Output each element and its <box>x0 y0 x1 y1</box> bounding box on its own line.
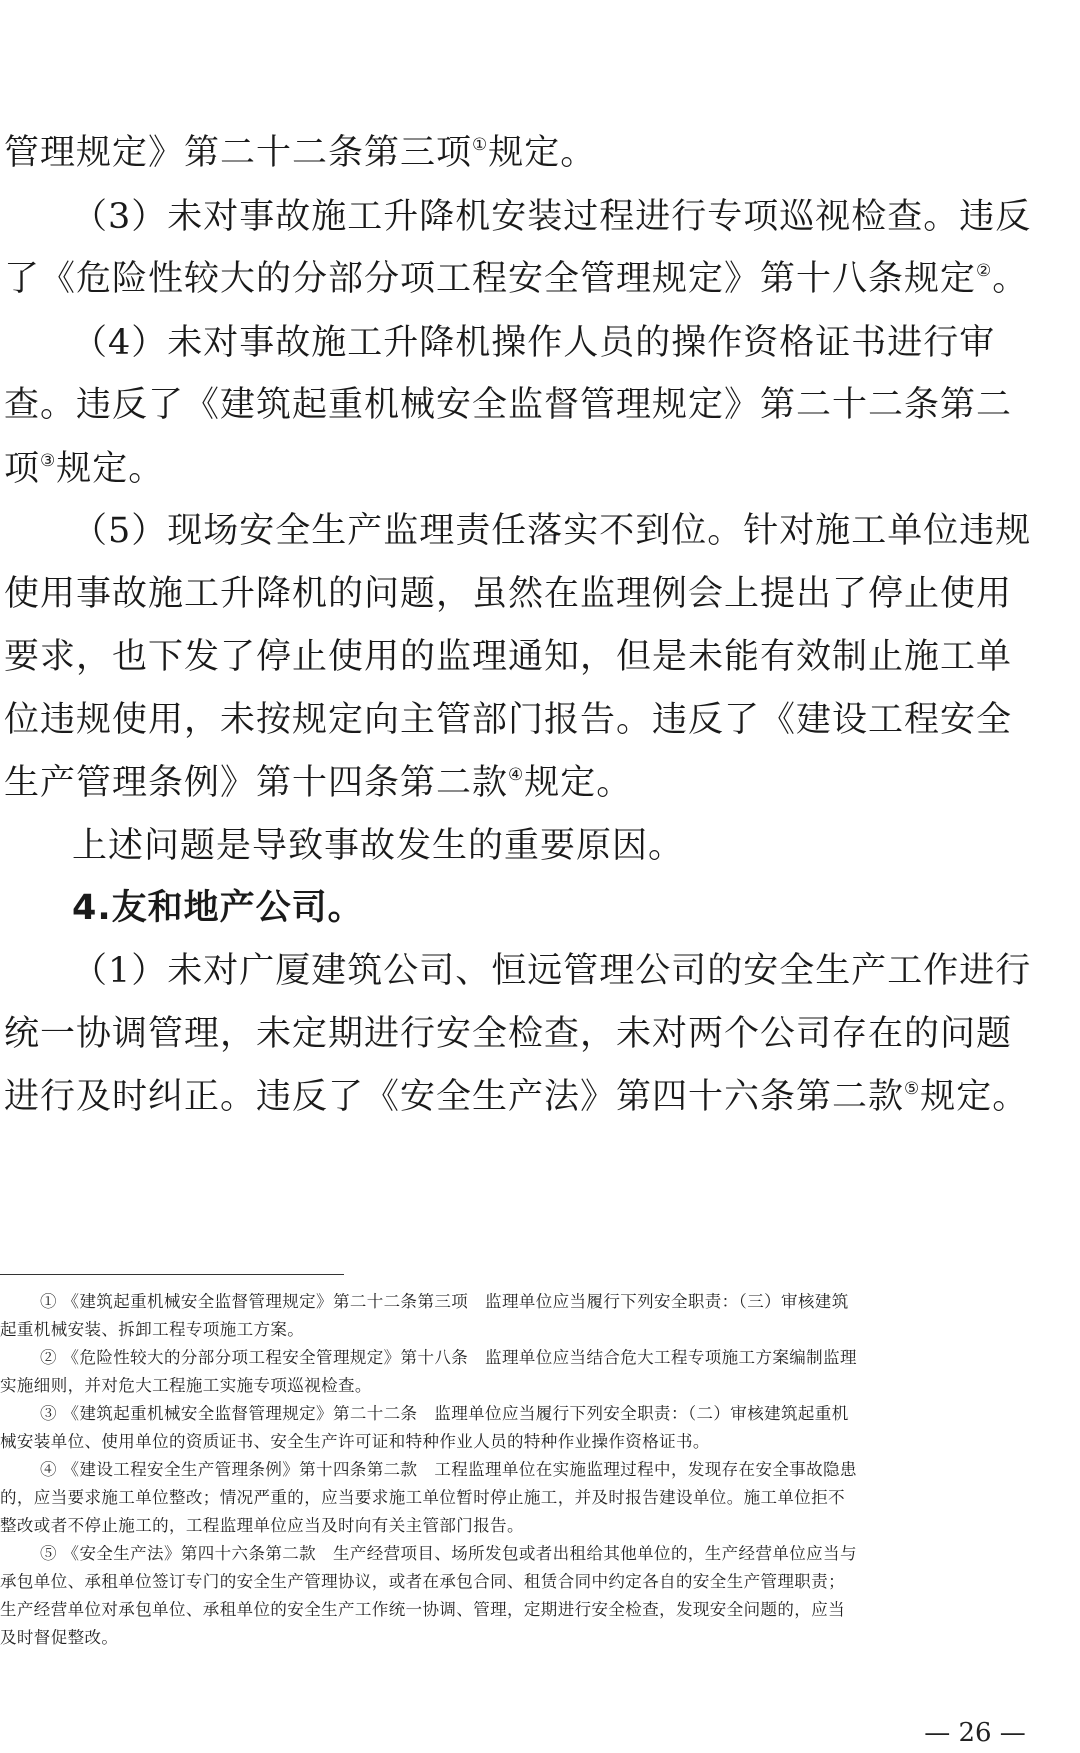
footnote-line: 承包单位、承租单位签订专门的安全生产管理协议，或者在承包合同、租赁合同中约定各自的安全生产管理职责； <box>0 1572 845 1591</box>
body-line: （4）未对事故施工升降机操作人员的操作资格证书进行审 <box>72 323 996 363</box>
footnote-line: ⑤ 《安全生产法》第四十六条第二款 生产经营项目、场所发包或者出租给其他单位的，生产经营单位应当与 <box>40 1544 857 1563</box>
page-number: — 26 — <box>924 1718 1026 1748</box>
footnote-ref: ⑤ <box>904 1079 921 1099</box>
body-line: （1）未对广厦建筑公司、恒远管理公司的安全生产工作进行 <box>72 951 1032 991</box>
footnote-ref: ① <box>472 135 489 155</box>
footnote-line: 起重机械安装、拆卸工程专项施工方案。 <box>0 1320 305 1339</box>
body-line: 查。违反了《建筑起重机械安全监督管理规定》第二十二条第二 <box>4 385 1013 425</box>
footnote-separator <box>0 1274 344 1275</box>
footnote-line: ② 《危险性较大的分部分项工程安全管理规定》第十八条 监理单位应当结合危大工程专项施工方案编制监理 <box>40 1348 857 1367</box>
body-line: 进行及时纠正。违反了《安全生产法》第四十六条第二款⑤规定。 <box>4 1077 1029 1117</box>
footnote-ref: ② <box>976 261 993 281</box>
footnote-line: ① 《建筑起重机械安全监督管理规定》第二十二条第三项 监理单位应当履行下列安全职责：（三）审核建筑 <box>40 1292 849 1311</box>
footnote-ref: ③ <box>40 451 57 471</box>
footnote-line: ③ 《建筑起重机械安全监督管理规定》第二十二条 监理单位应当履行下列安全职责：（二）审核建筑起重机 <box>40 1404 849 1423</box>
footnote-line: 实施细则，并对危大工程施工实施专项巡视检查。 <box>0 1376 372 1395</box>
body-line: 统一协调管理，未定期进行安全检查，未对两个公司存在的问题 <box>4 1014 1013 1054</box>
body-line: 了《危险性较大的分部分项工程安全管理规定》第十八条规定②。 <box>4 259 1029 299</box>
footnote-ref: ④ <box>508 765 525 785</box>
body-line: 项③规定。 <box>4 449 165 489</box>
footnote-line: 械安装单位、使用单位的资质证书、安全生产许可证和特种作业人员的特种作业操作资格证书。 <box>0 1432 710 1451</box>
body-line: （5）现场安全生产监理责任落实不到位。针对施工单位违规 <box>72 511 1032 551</box>
footnote-line: ④ 《建设工程安全生产管理条例》第十四条第二款 工程监理单位在实施监理过程中，发现存在安全事故隐患 <box>40 1460 857 1479</box>
footnote-line: 及时督促整改。 <box>0 1628 119 1647</box>
body-line: 要求，也下发了停止使用的监理通知，但是未能有效制止施工单 <box>4 637 1013 677</box>
body-line: 生产管理条例》第十四条第二款④规定。 <box>4 763 633 803</box>
body-line: 管理规定》第二十二条第三项①规定。 <box>4 133 597 173</box>
footnote-line: 生产经营单位对承包单位、承租单位的安全生产工作统一协调、管理，定期进行安全检查，发现安全问题的，应当 <box>0 1600 845 1619</box>
section-heading: 4.友和地产公司。 <box>72 888 364 928</box>
footnote-line: 的，应当要求施工单位整改；情况严重的，应当要求施工单位暂时停止施工，并及时报告建设单位。施工单位拒不 <box>0 1488 845 1507</box>
body-line: 位违规使用，未按规定向主管部门报告。违反了《建设工程安全 <box>4 700 1013 740</box>
footnote-line: 整改或者不停止施工的，工程监理单位应当及时向有关主管部门报告。 <box>0 1516 524 1535</box>
body-line: （3）未对事故施工升降机安装过程进行专项巡视检查。违反 <box>72 197 1032 237</box>
body-line: 使用事故施工升降机的问题，虽然在监理例会上提出了停止使用 <box>4 574 1013 614</box>
body-line: 上述问题是导致事故发生的重要原因。 <box>72 826 685 866</box>
